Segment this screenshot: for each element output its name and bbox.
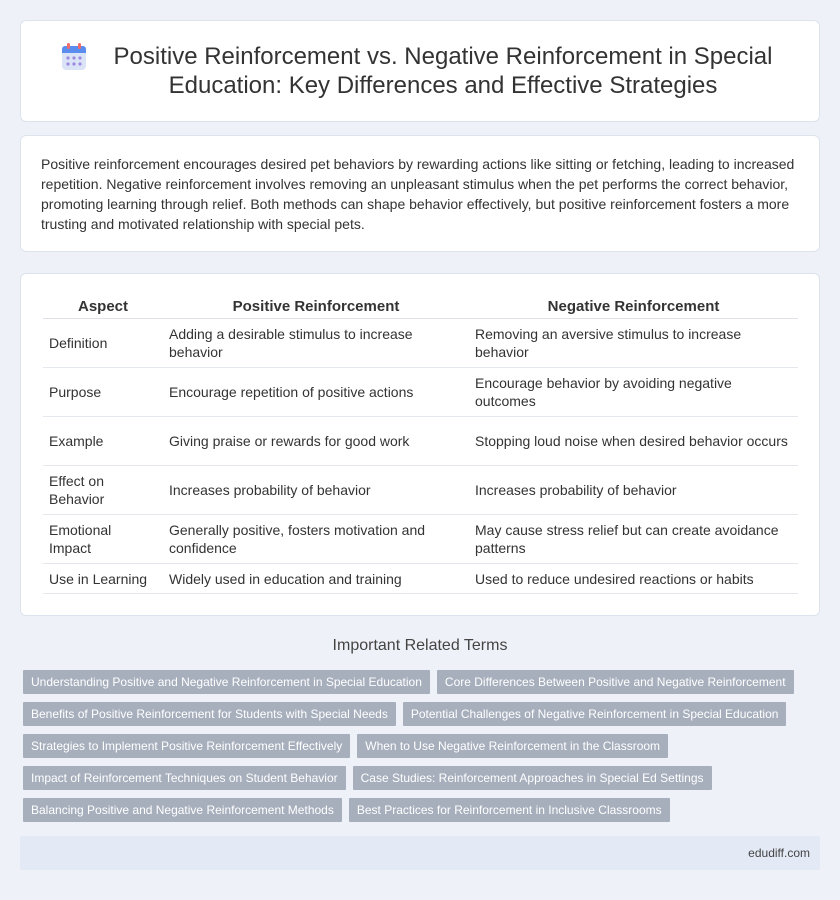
related-terms-list <box>23 670 823 830</box>
table-cell: Encourage behavior by avoiding negative outcomes <box>469 368 798 417</box>
table-row <box>43 417 798 466</box>
table-cell: May cause stress relief but can create avoidance patterns <box>469 515 798 564</box>
related-terms-title: Important Related Terms <box>332 637 508 654</box>
table-cell: Emotional Impact <box>43 515 163 564</box>
table-row <box>43 466 798 515</box>
header-negative: Negative Reinforcement <box>469 296 798 319</box>
related-term-tag[interactable]: Benefits of Positive Reinforcement for Students with Special Needs <box>23 702 396 726</box>
related-term-tag[interactable]: Strategies to Implement Positive Reinforcement Effectively <box>23 734 350 758</box>
table-row <box>43 368 798 417</box>
comparison-card <box>20 273 820 616</box>
table-cell: Increases probability of behavior <box>163 466 469 515</box>
table-cell: Giving praise or rewards for good work <box>163 417 469 466</box>
table-cell: Effect on Behavior <box>43 466 163 515</box>
table-cell: Increases probability of behavior <box>469 466 798 515</box>
footer-site-link[interactable]: edudiff.com <box>748 846 810 860</box>
related-term-tag[interactable]: Impact of Reinforcement Techniques on Student Behavior <box>23 766 346 790</box>
intro-text: Positive reinforcement encourages desired pet behaviors by rewarding actions like sitting or fetching, leading to increased repetition. Negative reinforcement involves removing an unpleasant stimulus when the pet performs the correct behavior, promoting learning through relief. Both methods can shape behavior effectively, but positive reinforcement fosters a more trusting and motivated relationship with special pets. <box>41 156 795 232</box>
related-term-tag[interactable]: Case Studies: Reinforcement Approaches in Special Ed Settings <box>353 766 712 790</box>
table-cell: Stopping loud noise when desired behavior occurs <box>469 417 798 466</box>
table-cell: Example <box>43 417 163 466</box>
table-row <box>43 319 798 368</box>
header-positive: Positive Reinforcement <box>163 296 469 319</box>
title-card <box>20 20 820 122</box>
related-term-tag[interactable]: Best Practices for Reinforcement in Inclusive Classrooms <box>349 798 670 822</box>
related-term-tag[interactable]: Understanding Positive and Negative Reinforcement in Special Education <box>23 670 430 694</box>
related-term-tag[interactable]: When to Use Negative Reinforcement in the Classroom <box>357 734 668 758</box>
header-aspect: Aspect <box>43 296 163 319</box>
table-cell: Encourage repetition of positive actions <box>163 368 469 417</box>
table-cell: Widely used in education and training <box>163 564 469 594</box>
table-cell: Used to reduce undesired reactions or habits <box>469 564 798 594</box>
table-cell: Purpose <box>43 368 163 417</box>
table-cell: Removing an aversive stimulus to increase behavior <box>469 319 798 368</box>
table-cell: Generally positive, fosters motivation and confidence <box>163 515 469 564</box>
table-row <box>43 564 798 594</box>
related-term-tag[interactable]: Core Differences Between Positive and Negative Reinforcement <box>437 670 794 694</box>
table-cell: Use in Learning <box>43 564 163 594</box>
comparison-table <box>43 296 798 594</box>
related-term-tag[interactable]: Balancing Positive and Negative Reinforcement Methods <box>23 798 342 822</box>
intro-card <box>20 135 820 252</box>
table-header-row <box>43 296 798 319</box>
footer <box>20 836 820 870</box>
page-title: Positive Reinforcement vs. Negative Reinforcement in Special Education: Key Differences and Effective Strategies <box>113 43 773 99</box>
table-cell: Adding a desirable stimulus to increase behavior <box>163 319 469 368</box>
table-cell: Definition <box>43 319 163 368</box>
related-term-tag[interactable]: Potential Challenges of Negative Reinforcement in Special Education <box>403 702 787 726</box>
table-row <box>43 515 798 564</box>
calendar-icon <box>61 43 87 71</box>
